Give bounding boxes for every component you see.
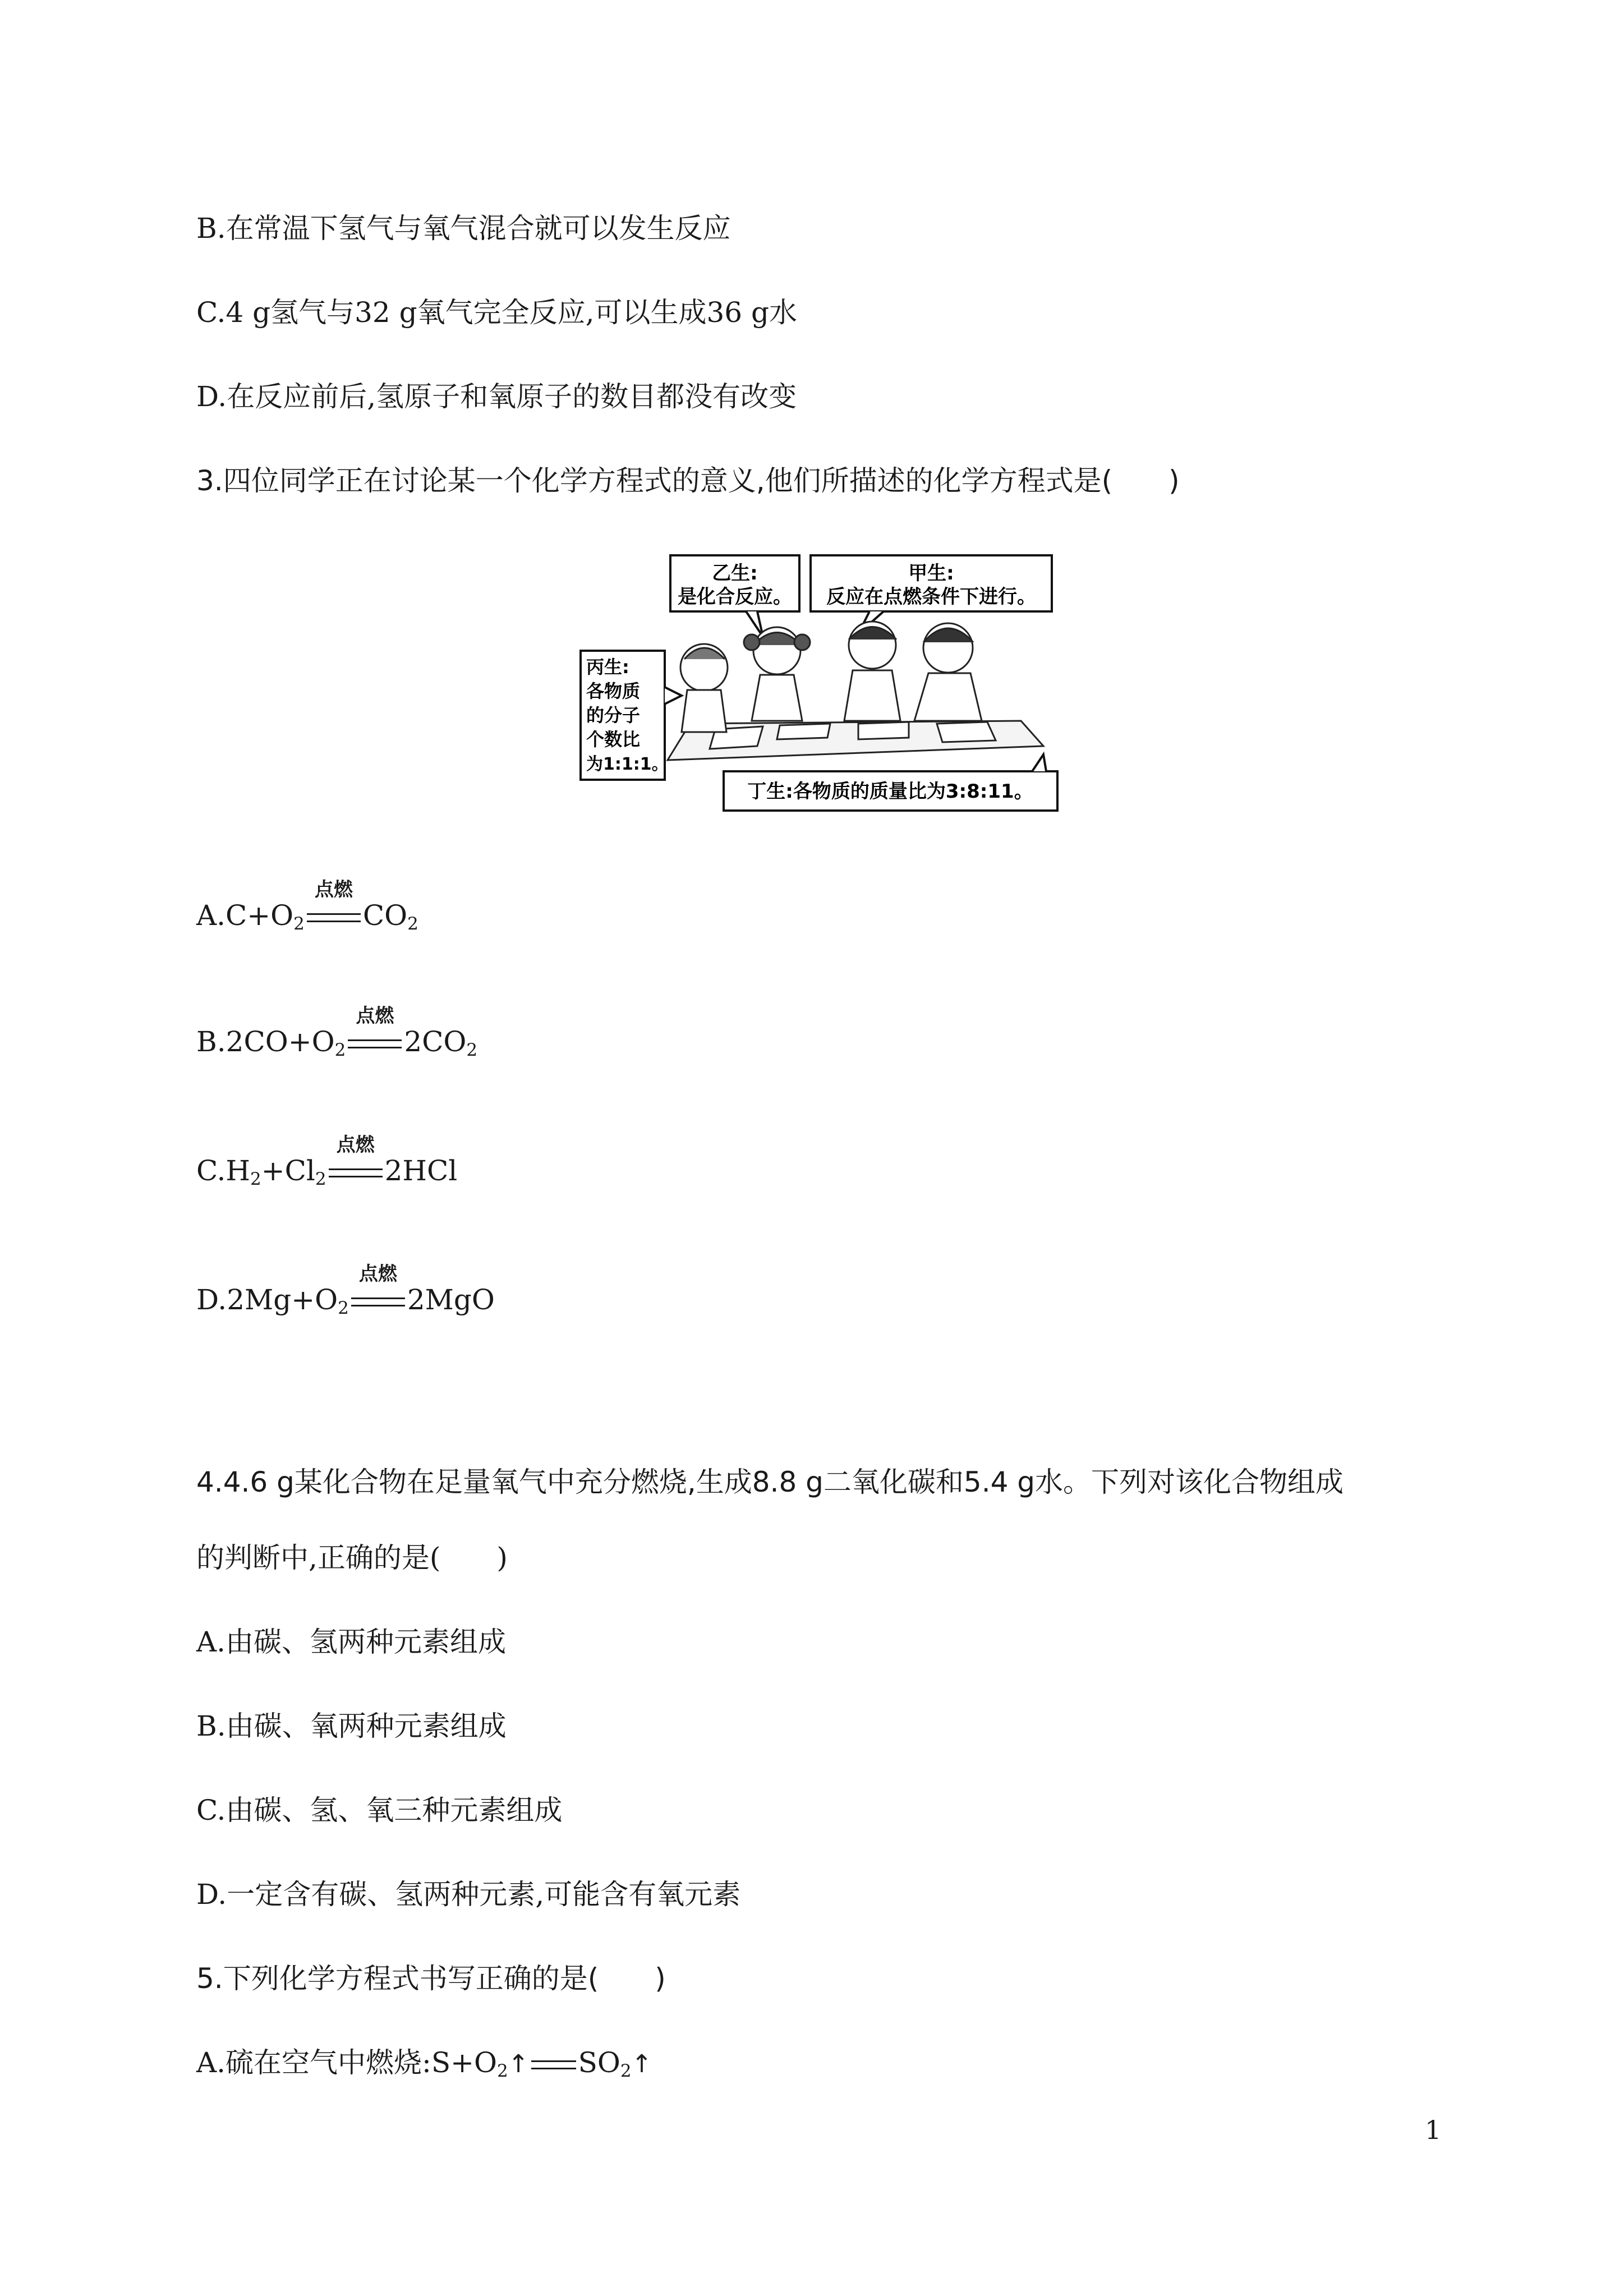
option-c-equation xyxy=(196,1134,458,1189)
question-4-option-b: B.由碳、氧两种元素组成 xyxy=(196,1710,507,1742)
option-b-rhs-1: 2CO xyxy=(404,1025,467,1058)
q5a-sub-2: 2 xyxy=(620,2060,632,2081)
ding-text: 丁生:各物质的质量比为3:8:11。 xyxy=(747,780,1033,803)
q5a-product: SO xyxy=(578,2046,620,2079)
q5a-sub-1: 2 xyxy=(497,2060,508,2081)
option-c-lhs-sub-1: 2 xyxy=(250,1168,261,1189)
option-a-equation xyxy=(196,878,418,934)
option-a-rhs-1: CO xyxy=(362,899,408,932)
option-a-rhs-sub: 2 xyxy=(407,913,418,934)
option-c-lhs-1: H xyxy=(226,1154,250,1187)
option-a-letter: A. xyxy=(196,899,226,932)
question-4-option-c: C.由碳、氢、氧三种元素组成 xyxy=(196,1794,563,1826)
reaction-sign xyxy=(351,1263,405,1318)
option-d-statement: D.在反应前后,氢原子和氧原子的数目都没有改变 xyxy=(196,380,797,413)
question-5-option-a xyxy=(196,2045,652,2082)
q5a-prefix: A.硫在空气中燃烧:S+O xyxy=(196,2046,497,2079)
option-b-equation xyxy=(196,1005,478,1060)
condition-label: 点燃 xyxy=(358,1263,397,1285)
option-b-lhs-sub: 2 xyxy=(334,1039,346,1060)
bing-line-3: 的分子 xyxy=(586,705,641,726)
condition-label: 点燃 xyxy=(356,1005,394,1027)
condition-label: 点燃 xyxy=(336,1134,375,1156)
condition-label: 点燃 xyxy=(314,878,353,901)
yi-title: 乙生: xyxy=(712,562,758,585)
table-and-students-drawing xyxy=(668,622,1043,760)
option-c-statement: C.4 g氢气与32 g氧气完全反应,可以生成36 g水 xyxy=(196,296,798,329)
page-number: 1 xyxy=(1425,2115,1442,2145)
option-d-lhs-1: 2Mg+O xyxy=(227,1283,338,1316)
bing-line-5: 为1:1:1。 xyxy=(586,754,669,774)
option-b-rhs-sub: 2 xyxy=(466,1039,478,1060)
option-d-equation xyxy=(196,1263,495,1318)
question-4-option-d: D.一定含有碳、氢两种元素,可能含有氧元素 xyxy=(196,1878,741,1911)
option-d-letter: D. xyxy=(196,1283,227,1316)
option-a-lhs-1: C+O xyxy=(226,899,294,932)
option-b-lhs-1: 2CO+O xyxy=(226,1025,335,1058)
option-c-rhs-1: 2HCl xyxy=(384,1154,458,1187)
option-c-lhs-2: +Cl xyxy=(261,1154,315,1187)
up-arrow-icon: ↑ xyxy=(508,2050,529,2078)
bing-line-4: 个数比 xyxy=(586,729,641,750)
option-c-letter: C. xyxy=(196,1154,226,1187)
question-5-stem: 5.下列化学方程式书写正确的是( ) xyxy=(196,1962,666,1995)
question-4-stem-line-1: 4.4.6 g某化合物在足量氧气中充分燃烧,生成8.8 g二氧化碳和5.4 g水。下列对该化合物组成 xyxy=(196,1466,1344,1498)
students-discussion-illustration xyxy=(578,553,1060,816)
jia-title: 甲生: xyxy=(908,562,954,585)
reaction-sign xyxy=(531,2045,576,2081)
up-arrow-icon: ↑ xyxy=(631,2050,652,2078)
question-4-option-a: A.由碳、氢两种元素组成 xyxy=(196,1626,507,1658)
option-b-letter: B. xyxy=(196,1025,226,1058)
option-c-lhs-sub-2: 2 xyxy=(315,1168,326,1189)
option-a-lhs-sub: 2 xyxy=(293,913,305,934)
reaction-sign xyxy=(348,1005,402,1060)
question-3-stem: 3.四位同学正在讨论某一个化学方程式的意义,他们所描述的化学方程式是( ) xyxy=(196,464,1180,497)
option-d-rhs-1: 2MgO xyxy=(407,1283,495,1316)
question-4-stem-line-2: 的判断中,正确的是( ) xyxy=(196,1542,508,1574)
jia-text: 反应在点燃条件下进行。 xyxy=(826,586,1036,608)
option-d-lhs-sub: 2 xyxy=(338,1297,349,1318)
reaction-sign xyxy=(307,878,361,933)
reaction-sign xyxy=(329,1134,383,1189)
bing-line-2: 各物质 xyxy=(586,680,641,702)
yi-text: 是化合反应。 xyxy=(678,586,792,608)
bing-line-1: 丙生: xyxy=(586,656,629,678)
option-b-statement: B.在常温下氢气与氧气混合就可以发生反应 xyxy=(196,212,731,245)
